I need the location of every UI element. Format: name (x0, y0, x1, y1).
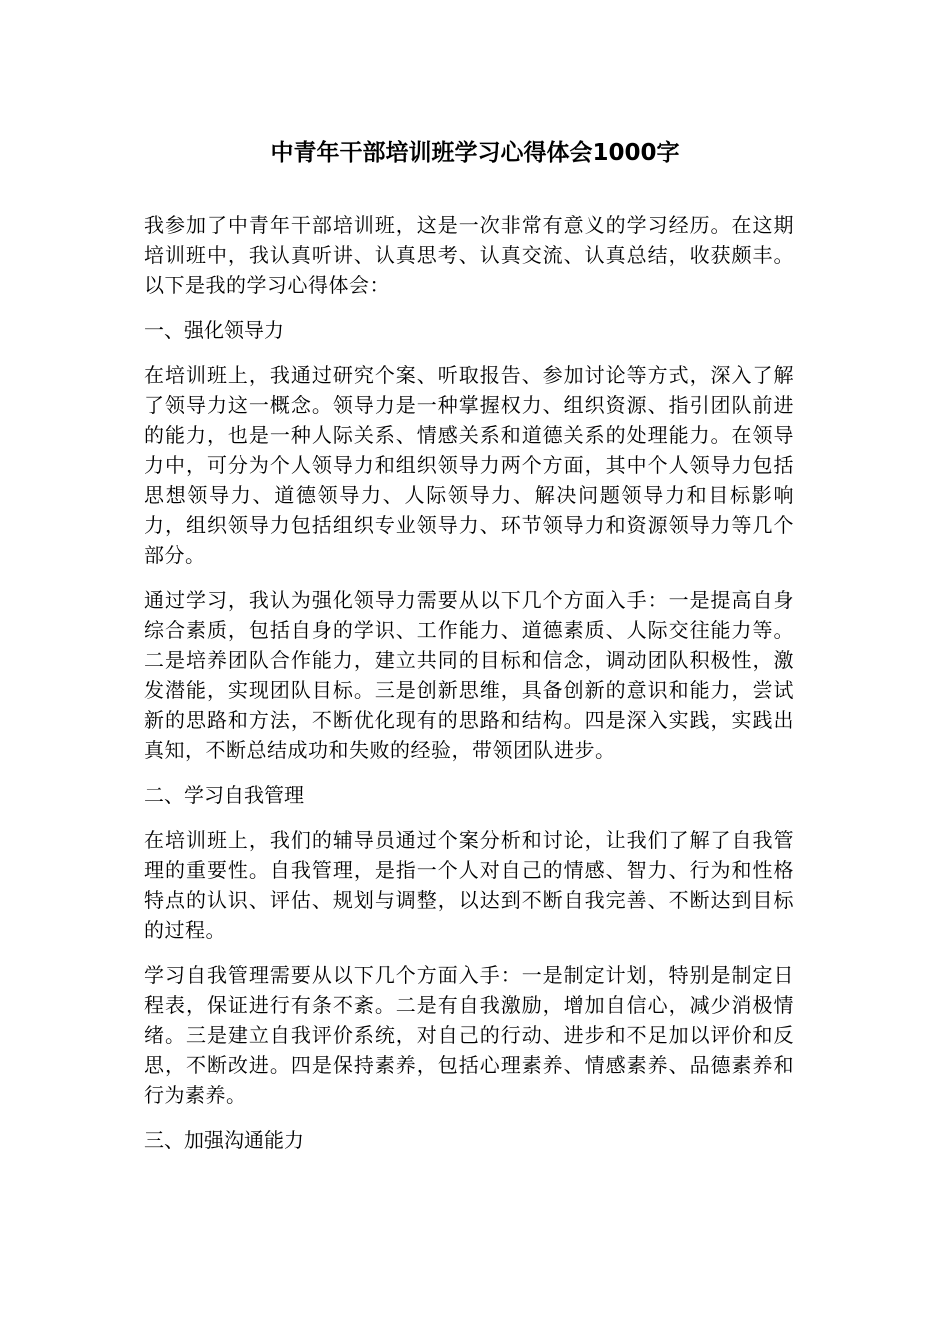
paragraph-leadership-methods: 通过学习，我认为强化领导力需要从以下几个方面入手：一是提高自身综合素质，包括自身的学识、工作能力、道德素质、人际交往能力等。二是培养团队合作能力，建立共同的目标和信念，调动团队积极性，激发潜能，实现团队目标。三是创新思维，具备创新的意识和能力，尝试新的思路和方法，不断优化现有的思路和结构。四是深入实践，实践出真知，不断总结成功和失败的经验，带领团队进步。 (144, 588, 794, 762)
section-heading-communication: 三、加强沟通能力 (144, 1128, 304, 1152)
document-title: 中青年干部培训班学习心得体会1000字 (270, 140, 680, 166)
section-heading-self-management: 二、学习自我管理 (144, 783, 304, 807)
paragraph-self-management-concept: 在培训班上，我们的辅导员通过个案分析和讨论，让我们了解了自我管理的重要性。自我管理，是指一个人对自己的情感、智力、行为和性格特点的认识、评估、规划与调整，以达到不断自我完善、不断达到目标的过程。 (144, 828, 794, 942)
paragraph-leadership-concept: 在培训班上，我通过研究个案、听取报告、参加讨论等方式，深入了解了领导力这一概念。领导力是一种掌握权力、组织资源、指引团队前进的能力，也是一种人际关系、情感关系和道德关系的处理能力。在领导力中，可分为个人领导力和组织领导力两个方面，其中个人领导力包括思想领导力、道德领导力、人际领导力、解决问题领导力和目标影响力，组织领导力包括组织专业领导力、环节领导力和资源领导力等几个部分。 (144, 363, 794, 567)
document-body (144, 210, 794, 1170)
paragraph-self-management-methods: 学习自我管理需要从以下几个方面入手：一是制定计划，特别是制定日程表，保证进行有条不紊。二是有自我激励，增加自信心，减少消极情绪。三是建立自我评价系统，对自己的行动、进步和不足加以评价和反思，不断改进。四是保持素养，包括心理素养、情感素养、品德素养和行为素养。 (144, 963, 794, 1107)
paragraph-intro: 我参加了中青年干部培训班，这是一次非常有意义的学习经历。在这期培训班中，我认真听讲、认真思考、认真交流、认真总结，收获颇丰。以下是我的学习心得体会： (144, 213, 794, 297)
section-heading-leadership: 一、强化领导力 (144, 318, 284, 342)
